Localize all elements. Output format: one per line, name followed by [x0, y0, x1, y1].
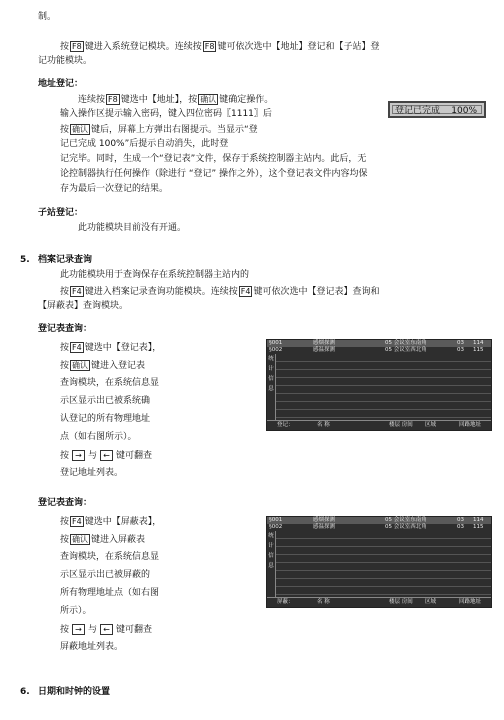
text: 键进入系统登记模块。连续按 — [84, 42, 202, 52]
substation-text: 此功能模块目前没有开通。 — [78, 223, 187, 233]
mask-query-line-7 — [60, 624, 152, 636]
mask-query-line-2 — [60, 534, 145, 546]
row-number: §001 — [269, 340, 283, 346]
register-table-screen — [266, 339, 492, 431]
row-c2: 115 — [473, 347, 484, 353]
mask-table-screen — [266, 516, 492, 608]
key-f8: F8 — [204, 42, 215, 51]
row-num: 001 — [271, 517, 283, 523]
row-number: §002 — [269, 347, 283, 353]
section-5-line-1: 此功能模块用于查询保存在系统控制器主站内的 — [60, 270, 250, 280]
right-arrow-key-icon: → — [72, 450, 85, 461]
row-num: 001 — [271, 340, 283, 346]
row-location: 05 会议室东南角 — [385, 517, 427, 523]
text: 键选中【登记表】， — [84, 343, 162, 353]
popup-label: 登记已完成 — [395, 106, 441, 116]
table-row — [267, 517, 491, 524]
mask-query-line-6: 所示）。 — [60, 606, 92, 616]
section-5-line-2 — [60, 286, 379, 298]
reg-query-line-1 — [60, 342, 161, 354]
text: 键可依次选中【地址】登记和【子站】登 — [217, 42, 380, 52]
heading-register-query: 登记表查询： — [38, 324, 93, 334]
row-num: 002 — [271, 524, 283, 530]
row-num: 002 — [271, 347, 283, 353]
side-char: 信 — [268, 553, 274, 559]
key-f4: F4 — [72, 287, 82, 296]
footer-label: 登记： — [277, 422, 294, 428]
right-arrow-key-icon: → — [72, 624, 85, 635]
left-arrow-key-icon: ← — [100, 624, 113, 635]
register-complete-popup — [388, 101, 486, 118]
row-c1: 03 — [457, 347, 464, 353]
text: 按 — [60, 451, 70, 461]
key-confirm: 确认 — [72, 125, 89, 134]
text: 按 — [60, 287, 70, 297]
key-confirm: 确认 — [72, 361, 89, 370]
row-c1: 03 — [457, 517, 464, 523]
popup-percent: 100% — [451, 106, 477, 116]
row-location: 05 会议室西北角 — [385, 347, 427, 353]
text: 键进入档案记录查询功能模块。连续按 — [84, 287, 238, 297]
footer-name: 名 称 — [317, 599, 330, 605]
popup-inner — [392, 105, 482, 114]
side-char: 息 — [268, 563, 274, 569]
text: 按 — [60, 42, 70, 52]
footer-floor: 楼层 房间 — [389, 422, 413, 428]
address-line-7: 存为最后一次登记的结果。 — [60, 184, 169, 194]
text: 与 — [88, 625, 98, 635]
section-6-title: 日期和时钟的设置 — [38, 687, 111, 697]
reg-query-line-5: 认登记的所有物理地址 — [60, 414, 151, 424]
row-c2: 114 — [473, 340, 484, 346]
address-line-2: 输入操作区提示输入密码，键入四位密码〖1111〗后 — [60, 109, 272, 119]
mask-query-line-3: 查询模块，在系统信息显 — [60, 552, 160, 562]
footer-area: 区域 — [425, 422, 437, 428]
section-6-number: 6. — [20, 687, 30, 697]
text: 按 — [60, 517, 70, 527]
footer-loop: 回路地址 — [459, 422, 482, 428]
section-5-line-3: 【屏蔽表】查询模块。 — [38, 301, 129, 311]
table-row — [267, 347, 491, 354]
mask-query-line-5: 所有物理地址点（如右图 — [60, 588, 160, 598]
text: 键选中【地址】，按 — [120, 95, 198, 105]
text: 按 — [60, 125, 70, 135]
mask-query-line-8: 屏蔽地址列表。 — [60, 642, 124, 652]
row-c2: 115 — [473, 524, 484, 530]
row-type: 感温探测 — [313, 524, 336, 530]
text: 键后，屏幕上方弹出右图提示。当显示“登 — [91, 125, 258, 135]
text-fragment: 制。 — [38, 12, 57, 22]
side-char: 计 — [268, 543, 274, 549]
row-c1: 03 — [457, 340, 464, 346]
address-line-4: 记已完成 100%”后提示自动消失，此时登 — [60, 139, 229, 149]
reg-query-line-4: 示区显示出已被系统确 — [60, 396, 151, 406]
table-footer — [267, 420, 491, 430]
mask-query-line-4: 示区显示出已被屏蔽的 — [60, 570, 151, 580]
row-c1: 03 — [457, 524, 464, 530]
side-char: 息 — [268, 386, 274, 392]
key-f4: F4 — [72, 517, 82, 526]
side-char: 信 — [268, 376, 274, 382]
intro-line-1 — [60, 41, 379, 53]
row-number: §001 — [269, 517, 283, 523]
address-line-3 — [60, 124, 258, 136]
key-f4: F4 — [240, 287, 251, 296]
left-arrow-key-icon: ← — [100, 450, 113, 461]
text: 按 — [60, 625, 70, 635]
key-f8: F8 — [108, 95, 118, 104]
text: 键可翻查 — [116, 451, 153, 461]
side-label — [267, 531, 276, 598]
text: 按 — [60, 361, 70, 371]
reg-query-line-2 — [60, 360, 145, 372]
row-type: 感烟探测 — [313, 340, 336, 346]
key-confirm: 确认 — [72, 535, 89, 544]
table-footer — [267, 597, 491, 607]
mask-query-line-1 — [60, 516, 161, 528]
side-char: 统 — [268, 356, 274, 362]
reg-query-line-8: 登记地址列表。 — [60, 468, 124, 478]
row-c2: 114 — [473, 517, 484, 523]
key-confirm: 确认 — [200, 95, 217, 104]
intro-line-2: 记功能模块。 — [38, 56, 93, 66]
text: 按 — [60, 535, 70, 545]
key-f8: F8 — [72, 42, 82, 51]
footer-floor: 楼层 房间 — [389, 599, 413, 605]
table-grid — [276, 531, 491, 598]
row-location: 05 会议室西北角 — [385, 524, 427, 530]
address-line-1 — [78, 94, 273, 106]
text: 键可依次选中【登记表】查询和 — [253, 287, 380, 297]
side-char: 统 — [268, 533, 274, 539]
row-type: 感烟探测 — [313, 517, 336, 523]
key-f4: F4 — [72, 343, 82, 352]
table-row — [267, 524, 491, 531]
address-line-5: 记完毕。同时，生成一个“登记表”文件，保存于系统控制器主站内。此后，无 — [60, 154, 367, 164]
heading-substation-register: 子站登记： — [38, 208, 84, 218]
table-row — [267, 340, 491, 347]
section-5-number: 5. — [20, 255, 30, 265]
text: 键进入屏蔽表 — [91, 535, 146, 545]
side-char: 计 — [268, 366, 274, 372]
side-label — [267, 354, 276, 421]
address-line-6: 论控制器执行任何操作（除进行 “登记” 操作之外），这个登记表文件内容均保 — [60, 169, 368, 179]
reg-query-line-6: 点（如右图所示）。 — [60, 432, 137, 442]
footer-name: 名 称 — [317, 422, 330, 428]
text: 键进入登记表 — [91, 361, 146, 371]
heading-mask-query: 登记表查询： — [38, 498, 93, 508]
reg-query-line-3: 查询模块，在系统信息显 — [60, 378, 160, 388]
text: 按 — [60, 343, 70, 353]
text: 键确定操作。 — [219, 95, 274, 105]
row-number: §002 — [269, 524, 283, 530]
text: 键选中【屏蔽表】， — [84, 517, 162, 527]
reg-query-line-7 — [60, 450, 152, 462]
text: 键可翻查 — [116, 625, 153, 635]
text: 连续按 — [78, 95, 106, 105]
text: 与 — [88, 451, 98, 461]
footer-area: 区域 — [425, 599, 437, 605]
row-location: 05 会议室东南角 — [385, 340, 427, 346]
section-5-title: 档案记录查询 — [38, 255, 93, 265]
table-grid — [276, 354, 491, 421]
footer-loop: 回路地址 — [459, 599, 482, 605]
heading-address-register: 地址登记： — [38, 79, 84, 89]
footer-label: 屏蔽： — [277, 599, 294, 605]
row-type: 感温探测 — [313, 347, 336, 353]
